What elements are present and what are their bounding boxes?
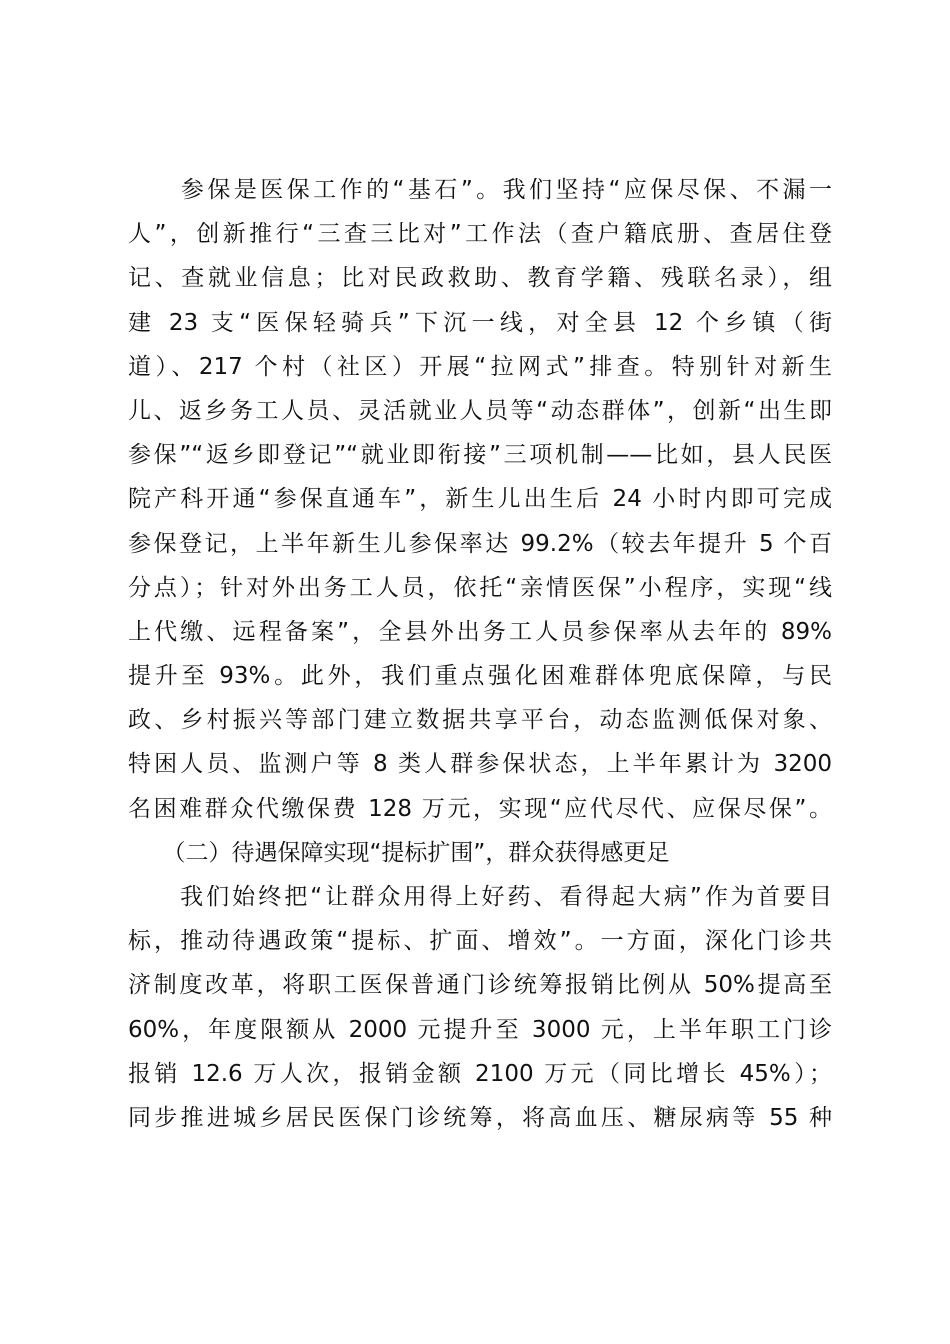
paragraph-line: 参保登记，上半年新生儿参保率达 99.2%（较去年提升 5 个百 bbox=[128, 530, 832, 557]
paragraph-line: 参保”“返乡即登记”“就业即衔接”三项机制——比如，县人民医 bbox=[128, 442, 832, 469]
paragraph-line: 上代缴、远程备案”，全县外出务工人员参保率从去年的 89% bbox=[128, 618, 832, 645]
paragraph-line: 记、查就业信息；比对民政救助、教育学籍、残联名录），组 bbox=[128, 265, 832, 292]
paragraph-line: 院产科开通“参保直通车”，新生儿出生后 24 小时内即可完成 bbox=[128, 486, 832, 513]
paragraph-line: 分点）；针对外出务工人员，依托“亲情医保”小程序，实现“线 bbox=[128, 574, 832, 601]
paragraph-line: 特困人员、监测户等 8 类人群参保状态，上半年累计为 3200 bbox=[128, 751, 832, 778]
section-heading: （二）待遇保障实现“提标扩围”，群众获得感更足 bbox=[128, 839, 670, 866]
paragraph-line: 提升至 93%。此外，我们重点强化困难群体兜底保障，与民 bbox=[128, 663, 832, 690]
paragraph-line: 名困难群众代缴保费 128 万元，实现“应代尽代、应保尽保”。 bbox=[128, 795, 832, 822]
paragraph-enrollment bbox=[128, 168, 832, 831]
paragraph-line: 儿、返乡务工人员、灵活就业人员等“动态群体”，创新“出生即 bbox=[128, 397, 832, 424]
paragraph-line: 标，推动待遇政策“提标、扩面、增效”。一方面，深化门诊共 bbox=[128, 928, 832, 955]
paragraph-line: 建 23 支“医保轻骑兵”下沉一线，对全县 12 个乡镇（街 bbox=[128, 309, 832, 336]
paragraph-benefits bbox=[128, 875, 832, 1140]
paragraph-line: 济制度改革，将职工医保普通门诊统筹报销比例从 50%提高至 bbox=[128, 972, 832, 999]
paragraph-line: 参保是医保工作的“基石”。我们坚持“应保尽保、不漏一 bbox=[128, 177, 832, 203]
paragraph-line: 报销 12.6 万人次，报销金额 2100 万元（同比增长 45%）； bbox=[128, 1060, 832, 1087]
paragraph-line: 我们始终把“让群众用得上好药、看得起大病”作为首要目 bbox=[128, 884, 832, 910]
document-body bbox=[128, 168, 832, 1140]
paragraph-line: 60%，年度限额从 2000 元提升至 3000 元，上半年职工门诊 bbox=[128, 1016, 832, 1043]
paragraph-line: 同步推进城乡居民医保门诊统筹，将高血压、糖尿病等 55 种 bbox=[128, 1104, 832, 1131]
paragraph-line: 人”，创新推行“三查三比对”工作法（查户籍底册、查居住登 bbox=[128, 221, 832, 248]
paragraph-line: 政、乡村振兴等部门建立数据共享平台，动态监测低保对象、 bbox=[128, 707, 832, 734]
paragraph-line: 道）、217 个村（社区）开展“拉网式”排查。特别针对新生 bbox=[128, 353, 832, 380]
